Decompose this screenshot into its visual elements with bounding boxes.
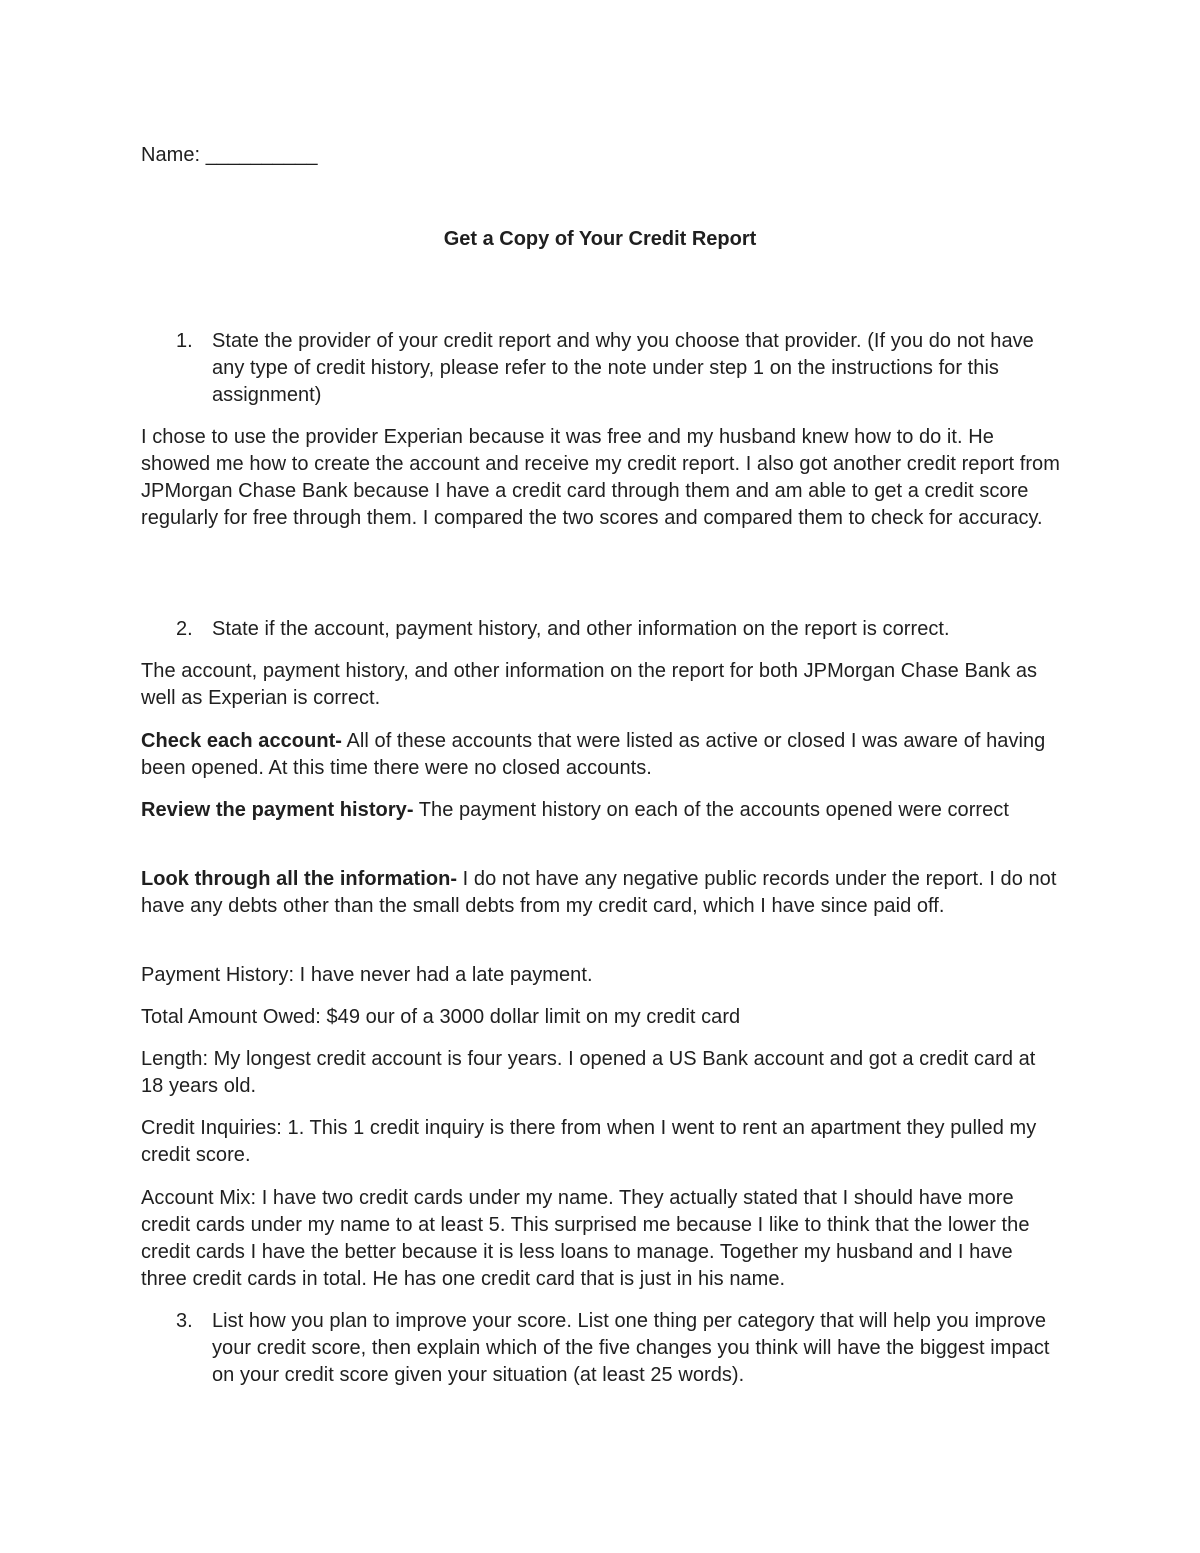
check-account-paragraph [141,728,1061,782]
review-payment-paragraph [141,797,1061,824]
answer-1: I chose to use the provider Experian because it was free and my husband knew how to do it. He showed me how to create the account and receive my credit report. I also got another credit report from JPMorgan Chase Bank because I have a credit card through them and am able to get a credit score regularly for free through them. I compared the two scores and compared them to check for accuracy. [141,426,1060,529]
payment-history-line: Payment History: I have never had a late payment. [141,964,593,986]
total-owed-line: Total Amount Owed: $49 our of a 3000 dollar limit on my credit card [141,1006,741,1028]
look-through-label: Look through all the information- [141,868,458,890]
question-1 [141,328,1061,409]
inquiries-paragraph: Credit Inquiries: 1. This 1 credit inquiry is there from when I went to rent an apartment they pulled my credit score. [141,1117,1037,1166]
question-2-text: State if the account, payment history, and other information on the report is correct. [212,618,950,640]
question-3-number: 3. [176,1310,193,1332]
look-through-text: I do not have any negative public records under the report. I do not have any debts other than the small debts from my credit card, which I have since paid off. [141,868,1057,917]
check-account-text: All of these accounts that were listed as active or closed I was aware of having been opened. At this time there were no closed accounts. [141,730,1046,779]
review-payment-text: The payment history on each of the accounts opened were correct [413,799,1009,821]
answer-2: The account, payment history, and other information on the report for both JPMorgan Chase Bank as well as Experian is correct. [141,660,1038,709]
question-2 [141,616,1061,643]
question-3-text: List how you plan to improve your score. List one thing per category that will help you improve your credit score, then explain which of the five changes you think will have the biggest impact on your credit score given your situation (at least 25 words). [212,1310,1050,1386]
name-field: Name: __________ [141,144,318,166]
question-1-number: 1. [176,330,193,352]
question-2-number: 2. [176,618,193,640]
review-payment-label: Review the payment history- [141,799,414,821]
length-paragraph: Length: My longest credit account is four years. I opened a US Bank account and got a credit card at 18 years old. [141,1048,1036,1097]
question-1-text: State the provider of your credit report and why you choose that provider. (If you do not have any type of credit history, please refer to the note under step 1 on the instructions for this assignment) [212,330,1034,406]
account-mix-paragraph: Account Mix: I have two credit cards under my name. They actually stated that I should have more credit cards under my name to at least 5. This surprised me because I like to think that the lower the credit cards I have the better because it is less loans to manage. Together my husband and I have three credit cards in total. He has one credit card that is just in his name. [141,1187,1030,1290]
check-account-label: Check each account- [141,730,343,752]
look-through-paragraph [141,866,1061,920]
document-title: Get a Copy of Your Credit Report [443,228,757,250]
question-3 [141,1308,1061,1389]
